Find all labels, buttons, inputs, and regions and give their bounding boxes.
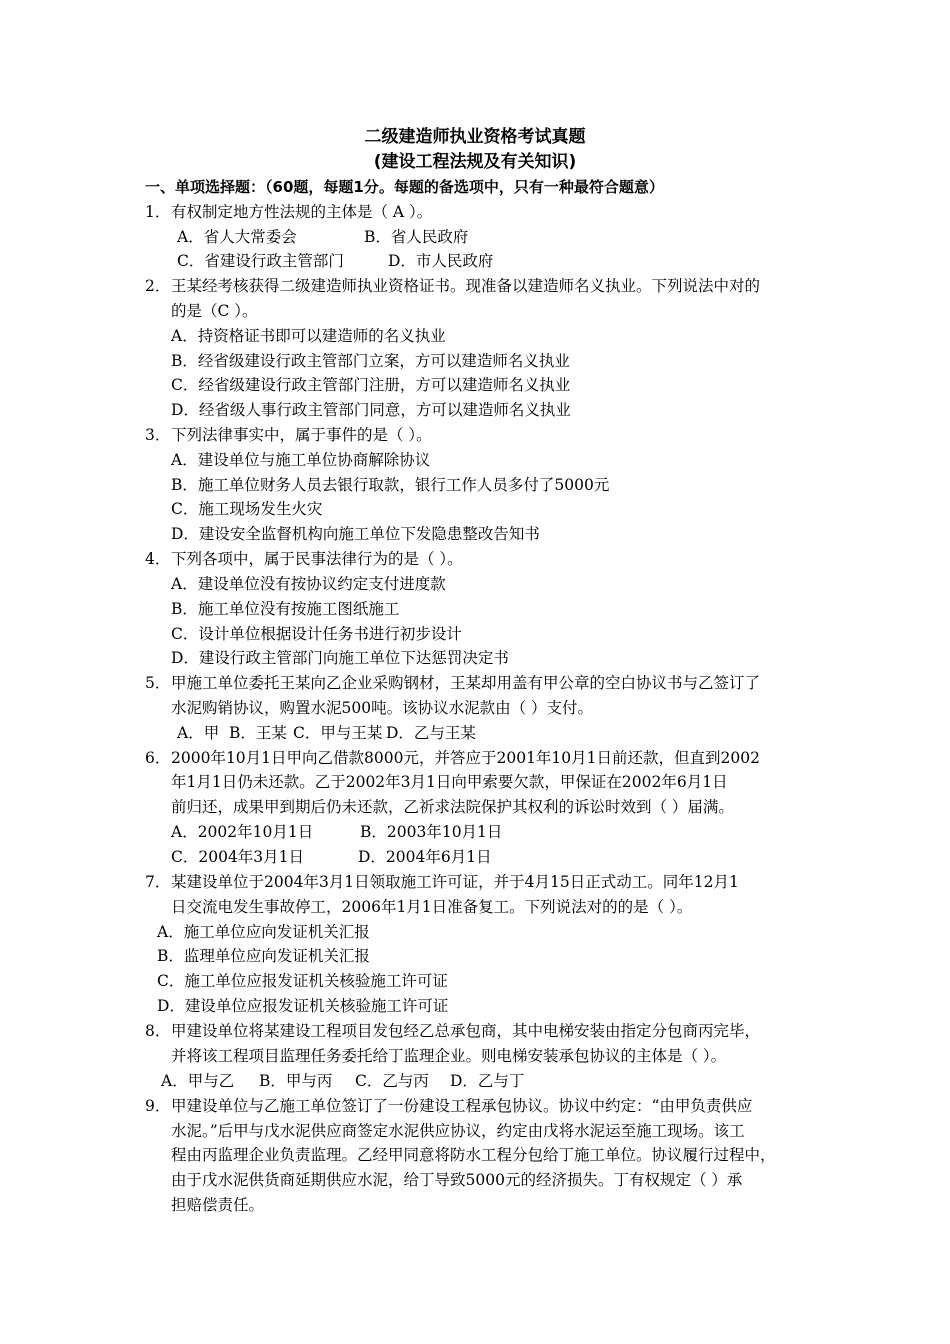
question-text: 年1月1日仍未还款。乙于2002年3月1日向甲索要欠款，甲保证在2002年6月1日 bbox=[171, 773, 728, 791]
option: D．建设单位应报发证机关核验施工许可证 bbox=[157, 997, 449, 1015]
question-line bbox=[145, 1019, 760, 1043]
option: B．施工单位没有按施工图纸施工 bbox=[171, 600, 400, 618]
question-line bbox=[145, 547, 463, 571]
question-text: 下列各项中，属于民事法律行为的是（ ）。 bbox=[171, 550, 463, 568]
option: C．甲与王某 bbox=[293, 724, 383, 742]
question-text: 甲施工单位委托王某向乙企业采购钢材，王某却用盖有甲公章的空白协议书与乙签订了 bbox=[171, 674, 761, 692]
question-text: 并将该工程项目监理任务委托给丁监理企业。则电梯安装承包协议的主体是（ ）。 bbox=[171, 1047, 727, 1065]
option: A．甲与乙 bbox=[161, 1072, 235, 1090]
question-text: 有权制定地方性法规的主体是（ A ）。 bbox=[171, 203, 433, 221]
option: B．施工单位财务人员去银行取款，银行工作人员多付了5000元 bbox=[171, 476, 610, 494]
option: A．建设单位与施工单位协商解除协议 bbox=[171, 451, 431, 469]
option: A．持资格证书即可以建造师的名义执业 bbox=[171, 327, 446, 345]
option: D．建设安全监督机构向施工单位下发隐患整改告知书 bbox=[171, 525, 540, 543]
option: A．建设单位没有按协议约定支付进度款 bbox=[171, 575, 446, 593]
question-line bbox=[145, 1094, 752, 1118]
option: C．设计单位根据设计任务书进行初步设计 bbox=[171, 625, 462, 643]
option: D．乙与王某 bbox=[386, 724, 476, 742]
question-text: 王某经考核获得二级建造师执业资格证书。现准备以建造师名义执业。下列说法中对的 bbox=[171, 277, 761, 295]
option-row bbox=[177, 721, 476, 745]
option-row bbox=[171, 845, 492, 869]
question-text: 水泥。”后甲与戊水泥供应商签定水泥供应协议，约定由戊将水泥运至施工现场。该工 bbox=[171, 1122, 745, 1140]
option: D．建设行政主管部门向施工单位下达惩罚决定书 bbox=[171, 649, 509, 667]
option: B．2003年10月1日 bbox=[360, 823, 503, 841]
option-row bbox=[177, 249, 493, 273]
question-line bbox=[145, 274, 760, 298]
option: C．经省级建设行政主管部门注册，方可以建造师名义执业 bbox=[171, 376, 571, 394]
question-text: 甲建设单位与乙施工单位签订了一份建设工程承包协议。协议中约定：“由甲负责供应 bbox=[171, 1097, 753, 1115]
option-row bbox=[161, 1069, 524, 1093]
option: B．监理单位应向发证机关汇报 bbox=[157, 947, 370, 965]
question-number: 9． bbox=[145, 1097, 171, 1115]
option: A．施工单位应向发证机关汇报 bbox=[157, 923, 370, 941]
question-text: 下列法律事实中，属于事件的是（ ）。 bbox=[171, 426, 432, 444]
question-text: 程由丙监理企业负责监理。乙经甲同意将防水工程分包给丁施工单位。协议履行过程中， bbox=[171, 1146, 776, 1164]
option: D．经省级人事行政主管部门同意，方可以建造师名义执业 bbox=[171, 401, 571, 419]
question-line bbox=[145, 746, 760, 770]
question-text: 前归还，成果甲到期后仍未还款，乙祈求法院保护其权利的诉讼时效到（ ）届满。 bbox=[171, 798, 734, 816]
question-number: 4． bbox=[145, 550, 171, 568]
question-text: 水泥购销协议，购置水泥500吨。该协议水泥款由（ ）支付。 bbox=[171, 699, 594, 717]
option: B．王某 bbox=[229, 724, 287, 742]
question-text: 担赔偿责任。 bbox=[171, 1196, 265, 1214]
question-line bbox=[145, 200, 432, 224]
question-text: 由于戊水泥供货商延期供应水泥，给丁导致5000元的经济损失。丁有权规定（ ）承 bbox=[171, 1171, 743, 1189]
question-text: 2000年10月1日甲向乙借款8000元，并答应于2001年10月1日前还款，但直到2002 bbox=[171, 749, 760, 767]
question-number: 3． bbox=[145, 426, 171, 444]
option: C．2004年3月1日 bbox=[171, 848, 305, 866]
question-text: 的是（C ）。 bbox=[171, 302, 258, 320]
option: A．甲 bbox=[177, 724, 220, 742]
option: C．省建设行政主管部门 bbox=[177, 252, 344, 270]
option: A．2002年10月1日 bbox=[171, 823, 314, 841]
option: C．乙与丙 bbox=[355, 1072, 429, 1090]
question-number: 2． bbox=[145, 277, 171, 295]
option: C．施工单位应报发证机关核验施工许可证 bbox=[157, 972, 448, 990]
option: D．乙与丁 bbox=[450, 1072, 525, 1090]
question-text: 甲建设单位将某建设工程项目发包经乙总承包商，其中电梯安装由指定分包商丙完毕， bbox=[171, 1022, 761, 1040]
question-number: 1． bbox=[145, 203, 171, 221]
option: B．经省级建设行政主管部门立案，方可以建造师名义执业 bbox=[171, 352, 570, 370]
document-title: 二级建造师执业资格考试真题 bbox=[364, 127, 586, 147]
option-row bbox=[177, 225, 468, 249]
option: B．甲与丙 bbox=[259, 1072, 333, 1090]
section-heading: 一、单项选择题：（60题，每题1分。每题的备选项中，只有一种最符合题意） bbox=[145, 178, 664, 196]
option: B．省人民政府 bbox=[364, 228, 469, 246]
question-line bbox=[145, 671, 760, 695]
option: C．施工现场发生火灾 bbox=[171, 500, 323, 518]
question-number: 5． bbox=[145, 674, 171, 692]
question-line bbox=[145, 870, 739, 894]
document-subtitle: (建设工程法规及有关知识) bbox=[373, 152, 577, 172]
question-text: 日交流电发生事故停工，2006年1月1日准备复工。下列说法对的的是（ ）。 bbox=[171, 898, 693, 916]
question-line bbox=[145, 423, 432, 447]
option-row bbox=[171, 820, 502, 844]
question-number: 8． bbox=[145, 1022, 171, 1040]
option: A．省人大常委会 bbox=[177, 228, 297, 246]
question-number: 6． bbox=[145, 749, 171, 767]
option: D．市人民政府 bbox=[388, 252, 494, 270]
option: D．2004年6月1日 bbox=[358, 848, 492, 866]
question-number: 7． bbox=[145, 873, 171, 891]
question-text: 某建设单位于2004年3月1日领取施工许可证，并于4月15日正式动工。同年12月1 bbox=[171, 873, 739, 891]
